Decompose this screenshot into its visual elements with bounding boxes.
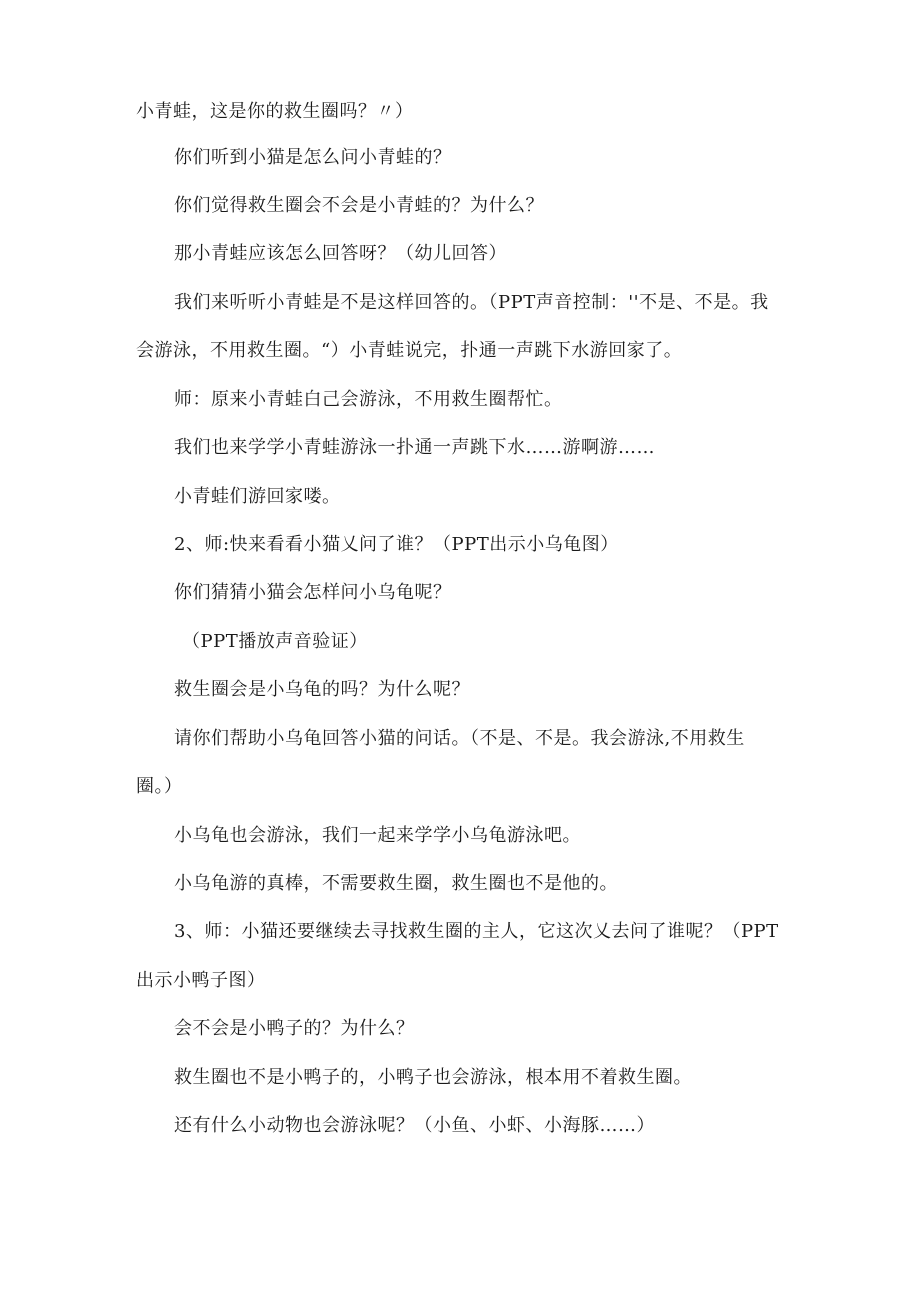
text-line: 2、师:快来看看小猫乂问了谁？（PPT出示小乌龟图） [174, 534, 619, 555]
text-line: 会游泳，不用救生圈。“）小青蛙说完，扑通一声跳下水游回家了。 [136, 340, 683, 361]
text-line: 会不会是小鸭子的？为什么？ [174, 1018, 415, 1039]
text-line: 我们来听听小青蛙是不是这样回答的。（PPT声音控制：''不是、不是。我 [174, 292, 769, 313]
text-line: 你们觉得救生圈会不会是小青蛙的？为什么？ [174, 195, 544, 216]
text-line: 那小青蛙应该怎么回答呀？（幼儿回答） [174, 243, 507, 264]
text-line: 出示小鸭子图） [136, 970, 266, 991]
text-line: 师：原来小青蛙白己会游泳，不用救生圈帮忙。 [174, 389, 563, 410]
text-line: 我们也来学学小青蛙游泳一扑通一声跳下水……游啊游…… [174, 437, 655, 458]
text-line: 圈。） [136, 776, 183, 797]
text-line: 还有什么小动物也会游泳呢？（小鱼、小虾、小海豚……） [174, 1115, 655, 1136]
text-line: 3、师：小猫还要继续去寻找救生圈的主人，它这次乂去问了谁呢？（PPT [174, 921, 779, 942]
text-line: 小乌龟也会游泳，我们一起来学学小乌龟游泳吧。 [174, 825, 581, 846]
text-line: 你们猜猜小猫会怎样问小乌龟呢？ [174, 582, 452, 603]
text-line: 小青蛙们游回家喽。 [174, 486, 341, 507]
text-line: 救生圈也不是小鸭子的，小鸭子也会游泳，根本用不着救生圈。 [174, 1067, 692, 1088]
text-line: 小青蛙，这是你的救生圈吗？〃） [136, 101, 414, 122]
text-line: 你们听到小猫是怎么问小青蛙的？ [174, 147, 452, 168]
text-line: 救生圈会是小乌龟的吗？为什么呢？ [174, 679, 470, 700]
text-line: （PPT播放声音验证） [182, 631, 368, 652]
text-line: 小乌龟游的真棒，不需要救生圈，救生圈也不是他的。 [174, 873, 618, 894]
text-line: 请你们帮助小乌龟回答小猫的问话。（不是、不是。我会游泳,不用救生 [174, 728, 745, 749]
